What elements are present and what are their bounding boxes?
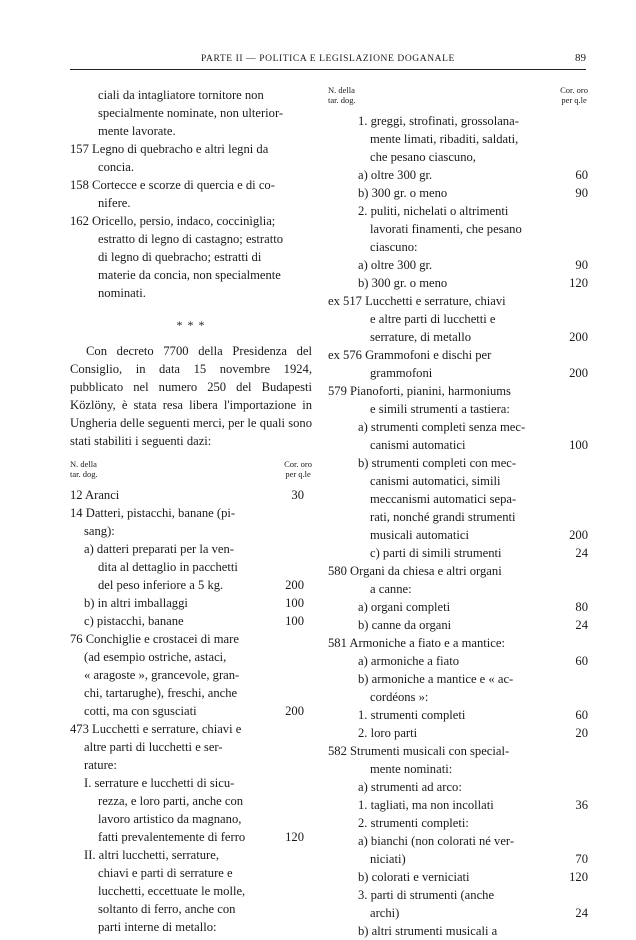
tariff-row [70, 522, 312, 540]
tariff-text: niciati) [370, 852, 406, 866]
tariff-text: grammofoni [370, 366, 433, 380]
tariff-row [70, 828, 312, 846]
tariff-row [328, 508, 588, 526]
tariff-row [328, 454, 588, 472]
tariff-row [328, 400, 588, 418]
left-top-entries [70, 86, 312, 302]
tariff-text: b) altri strumenti musicali a [358, 924, 498, 938]
duty-value: 70 [575, 852, 588, 866]
tariff-text: serrature, di metallo [370, 330, 472, 344]
tariff-row [328, 220, 588, 238]
text-line: 157 Legno di quebracho e altri legni da [70, 142, 269, 156]
duty-value: 100 [569, 438, 588, 452]
header-rule [70, 69, 586, 70]
column-heading-number: N. della tar. dog. [70, 459, 98, 479]
tariff-text: fatti prevalentemente di ferro [98, 830, 246, 844]
tariff-row [70, 666, 312, 684]
column-heading [70, 460, 312, 486]
tariff-text: parti interne di metallo: [98, 920, 217, 934]
duty-value: 60 [575, 168, 588, 182]
tariff-row [328, 148, 588, 166]
tariff-text: 580 Organi da chiesa e altri organi [328, 564, 502, 578]
tariff-text: che pesano ciascuno, [370, 150, 476, 164]
tariff-text: lavoro artistico da magnano, [98, 812, 242, 826]
text-line: materie da concia, non specialmente [98, 268, 281, 282]
tariff-row [328, 796, 588, 814]
tariff-row [70, 864, 312, 882]
text-line: 158 Cortecce e scorze di quercia e di co- [70, 178, 275, 192]
tariff-row [328, 652, 588, 670]
tariff-row [70, 918, 312, 936]
tariff-row [328, 868, 588, 886]
text-line: specialmente nominate, non ulterior- [98, 106, 284, 120]
tariff-text: 2. puliti, nichelati o altrimenti [358, 204, 509, 218]
tariff-text: archi) [370, 906, 400, 920]
left-column [70, 86, 312, 936]
duty-value: 200 [569, 366, 588, 380]
tariff-text: 3. parti di strumenti (anche [358, 888, 495, 902]
column-heading [328, 86, 588, 112]
tariff-text: 14 Datteri, pistacchi, banane (pi- [70, 506, 236, 520]
tariff-text: sang): [84, 524, 115, 538]
tariff-text: b) canne da organi [358, 618, 452, 632]
tariff-row [70, 846, 312, 864]
duty-value: 24 [575, 546, 588, 560]
duty-value: 36 [575, 798, 588, 812]
tariff-text: a) oltre 300 gr. [358, 168, 433, 182]
tariff-row [328, 112, 588, 130]
tariff-row [328, 238, 588, 256]
tariff-text: 2. loro parti [358, 726, 418, 740]
tariff-row [328, 814, 588, 832]
tariff-text: e simili strumenti a tastiera: [370, 402, 510, 416]
tariff-text: (ad esempio ostriche, astaci, [84, 650, 227, 664]
tariff-text: rezza, e loro parti, anche con [98, 794, 244, 808]
tariff-text: del peso inferiore a 5 kg. [98, 578, 224, 592]
tariff-row [328, 256, 588, 274]
tariff-row [70, 558, 312, 576]
tariff-text: musicali automatici [370, 528, 469, 542]
duty-value: 20 [575, 726, 588, 740]
text-line: mente lavorate. [98, 124, 176, 138]
tariff-row [70, 720, 312, 738]
tariff-text: chiavi e parti di serrature e [98, 866, 233, 880]
text-line: di legno di quebracho; estratti di [98, 250, 262, 264]
tariff-text: 12 Aranci [70, 488, 120, 502]
duty-value: 200 [569, 330, 588, 344]
tariff-row [328, 778, 588, 796]
tariff-row [328, 760, 588, 778]
tariff-row [328, 184, 588, 202]
right-tariff-rows [328, 112, 588, 940]
duty-value: 24 [575, 618, 588, 632]
tariff-text: b) armoniche a mantice e « ac- [358, 672, 514, 686]
tariff-row [70, 756, 312, 774]
tariff-text: 579 Pianoforti, pianini, harmoniums [328, 384, 511, 398]
running-title: PARTE II — POLITICA E LEGISLAZIONE DOGANALE [201, 54, 455, 64]
tariff-row [328, 670, 588, 688]
tariff-text: 2. strumenti completi: [358, 816, 469, 830]
tariff-text: dita al dettaglio in pacchetti [98, 560, 238, 574]
tariff-row [70, 810, 312, 828]
tariff-text: 76 Conchiglie e crostacei di mare [70, 632, 239, 646]
tariff-row [70, 504, 312, 522]
tariff-row [328, 436, 588, 454]
page-header [70, 52, 586, 66]
tariff-row [328, 706, 588, 724]
tariff-row [328, 742, 588, 760]
duty-value: 24 [575, 906, 588, 920]
section-stars: * * * [176, 318, 206, 332]
tariff-text: a) datteri preparati per la ven- [84, 542, 234, 556]
tariff-row [328, 616, 588, 634]
tariff-text: 581 Armoniche a fiato e a mantice: [328, 636, 505, 650]
tariff-text: 1. strumenti completi [358, 708, 466, 722]
duty-value: 200 [285, 578, 304, 592]
tariff-text: b) colorati e verniciati [358, 870, 470, 884]
tariff-row [328, 328, 588, 346]
tariff-text: 473 Lucchetti e serrature, chiavi e [70, 722, 242, 736]
duty-value: 60 [575, 654, 588, 668]
tariff-row [328, 832, 588, 850]
duty-value: 200 [569, 528, 588, 542]
tariff-text: c) pistacchi, banane [84, 614, 184, 628]
tariff-text: a) strumenti completi senza mec- [358, 420, 526, 434]
tariff-text: ex 517 Lucchetti e serrature, chiavi [328, 294, 506, 308]
right-column [328, 86, 588, 940]
text-line: nifere. [98, 196, 131, 210]
tariff-text: a) armoniche a fiato [358, 654, 460, 668]
column-heading-number: N. della tar. dog. [328, 85, 356, 105]
tariff-text: b) strumenti completi con mec- [358, 456, 517, 470]
tariff-text: II. altri lucchetti, serrature, [84, 848, 219, 862]
duty-value: 60 [575, 708, 588, 722]
tariff-row [328, 724, 588, 742]
tariff-text: a) bianchi (non colorati né ver- [358, 834, 515, 848]
tariff-row [70, 486, 312, 504]
tariff-row [328, 544, 588, 562]
tariff-text: rati, nonché grandi strumenti [370, 510, 516, 524]
tariff-text: meccanismi automatici sepa- [370, 492, 517, 506]
column-heading-duty: Cor. oro per q.le [284, 459, 312, 479]
tariff-row [70, 684, 312, 702]
tariff-text: 1. greggi, strofinati, grossolana- [358, 114, 519, 128]
tariff-text: mente limati, ribaditi, saldati, [370, 132, 519, 146]
tariff-text: ex 576 Grammofoni e dischi per [328, 348, 492, 362]
column-heading-duty: Cor. oro per q.le [560, 85, 588, 105]
tariff-text: I. serrature e lucchetti di sicu- [84, 776, 235, 790]
tariff-row [328, 562, 588, 580]
page-number: 89 [575, 52, 586, 64]
tariff-row [328, 886, 588, 904]
tariff-row [328, 418, 588, 436]
tariff-row [328, 130, 588, 148]
tariff-row [328, 292, 588, 310]
tariff-text: ciascuno: [370, 240, 418, 254]
tariff-row [70, 900, 312, 918]
tariff-row [328, 382, 588, 400]
tariff-row [328, 922, 588, 940]
tariff-text: b) in altri imballaggi [84, 596, 188, 610]
tariff-row [328, 202, 588, 220]
duty-value: 90 [575, 186, 588, 200]
tariff-text: a) oltre 300 gr. [358, 258, 433, 272]
tariff-text: b) 300 gr. o meno [358, 276, 448, 290]
tariff-text: a) strumenti ad arco: [358, 780, 462, 794]
text-line: 162 Oricello, persio, indaco, coccinìglia; [70, 214, 276, 228]
tariff-row [328, 472, 588, 490]
tariff-text: lucchetti, eccettuate le molle, [98, 884, 246, 898]
tariff-text: mente nominati: [370, 762, 453, 776]
tariff-row [328, 850, 588, 868]
tariff-row [70, 648, 312, 666]
tariff-row [70, 882, 312, 900]
tariff-text: 582 Strumenti musicali con special- [328, 744, 510, 758]
tariff-text: canismi automatici [370, 438, 466, 452]
text-line: nominati. [98, 286, 146, 300]
duty-value: 200 [285, 704, 304, 718]
tariff-row [328, 598, 588, 616]
tariff-text: chi, tartarughe), freschi, anche [84, 686, 238, 700]
tariff-row [70, 576, 312, 594]
tariff-row [328, 490, 588, 508]
tariff-row [328, 364, 588, 382]
tariff-text: lavorati finamenti, che pesano [370, 222, 522, 236]
duty-value: 90 [575, 258, 588, 272]
tariff-text: 1. tagliati, ma non incollati [358, 798, 494, 812]
tariff-row [328, 580, 588, 598]
tariff-row [328, 166, 588, 184]
tariff-text: a) organi completi [358, 600, 451, 614]
duty-value: 100 [285, 596, 304, 610]
tariff-row [70, 702, 312, 720]
tariff-text: c) parti di simili strumenti [370, 546, 502, 560]
tariff-text: e altre parti di lucchetti e [370, 312, 496, 326]
duty-value: 100 [285, 614, 304, 628]
tariff-row [328, 526, 588, 544]
tariff-row [70, 630, 312, 648]
text-line: estratto di legno di castagno; estratto [98, 232, 284, 246]
tariff-row [70, 594, 312, 612]
tariff-row [328, 688, 588, 706]
tariff-text: cordéons »: [370, 690, 429, 704]
tariff-row [70, 774, 312, 792]
duty-value: 30 [291, 488, 304, 502]
tariff-row [70, 540, 312, 558]
duty-value: 120 [569, 276, 588, 290]
left-tariff-rows [70, 486, 312, 936]
tariff-text: a canne: [370, 582, 412, 596]
tariff-row [328, 274, 588, 292]
decree-paragraph: Con decreto 7700 della Presidenza del Consiglio, in data 15 novembre 1924, pubblicato nel numero 250 del Budapesti Közlöny, è stata resa libera l'importazione in Ungheria delle seguenti merci, per le quali sono stati stabiliti i seguenti dazi: [70, 344, 312, 448]
tariff-text: soltanto di ferro, anche con [98, 902, 236, 916]
duty-value: 80 [575, 600, 588, 614]
tariff-text: b) 300 gr. o meno [358, 186, 448, 200]
tariff-text: altre parti di lucchetti e ser- [84, 740, 223, 754]
tariff-text: « aragoste », grancevole, gran- [84, 668, 240, 682]
tariff-row [328, 346, 588, 364]
tariff-text: canismi automatici, simili [370, 474, 501, 488]
tariff-row [70, 738, 312, 756]
text-line: ciali da intagliatore tornitore non [98, 88, 264, 102]
duty-value: 120 [285, 830, 304, 844]
tariff-text: cotti, ma con sgusciati [84, 704, 197, 718]
tariff-row [328, 310, 588, 328]
tariff-text: rature: [84, 758, 117, 772]
tariff-row [70, 612, 312, 630]
text-line: concia. [98, 160, 135, 174]
tariff-row [328, 634, 588, 652]
tariff-row [328, 904, 588, 922]
duty-value: 120 [569, 870, 588, 884]
tariff-row [70, 792, 312, 810]
